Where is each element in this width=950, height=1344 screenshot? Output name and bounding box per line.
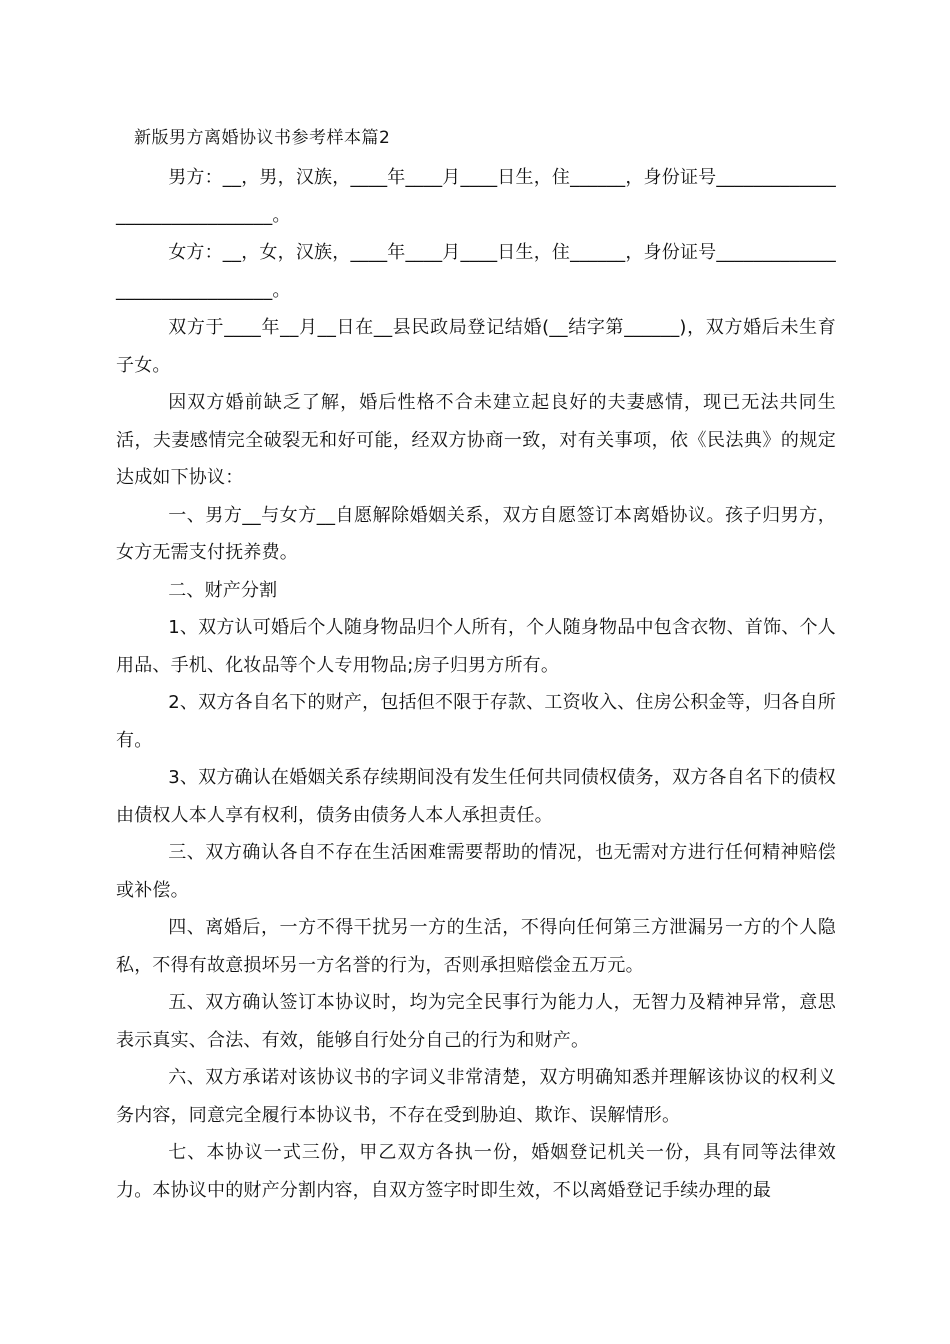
clause-2-item-3: 3、双方确认在婚姻关系存续期间没有发生任何共同债权债务，双方各自名下的债权由债权人本人享有权利，债务由债务人本人承担责任。 xyxy=(116,767,836,826)
clause-2-item-1: 1、双方认可婚后个人随身物品归个人所有，个人随身物品中包含衣物、首饰、个人用品、手机、化妆品等个人专用物品;房子归男方所有。 xyxy=(116,617,836,676)
paragraph-male-party: 男方：__，男，汉族，____年____月____日生，住______，身份证号______________________________。 xyxy=(116,167,836,226)
clause-4-privacy: 四、离婚后，一方不得干扰另一方的生活，不得向任何第三方泄漏另一方的个人隐私，不得有故意损坏另一方名誉的行为，否则承担赔偿金五万元。 xyxy=(116,917,836,976)
clause-3-compensation: 三、双方确认各自不存在生活困难需要帮助的情况，也无需对方进行任何精神赔偿或补偿。 xyxy=(116,842,836,901)
clause-2-item-2: 2、双方各自名下的财产，包括但不限于存款、工资收入、住房公积金等，归各自所有。 xyxy=(116,692,836,751)
paragraph-reason: 因双方婚前缺乏了解，婚后性格不合未建立起良好的夫妻感情，现已无法共同生活，夫妻感情完全破裂无和好可能，经双方协商一致，对有关事项，依《民法典》的规定达成如下协议： xyxy=(116,392,836,488)
paragraph-marriage-registration: 双方于____年__月__日在__县民政局登记结婚(__结字第______)，双方婚后未生育子女。 xyxy=(116,317,836,376)
document-body xyxy=(116,159,836,1209)
clause-2-heading: 二、财产分割 xyxy=(168,579,278,601)
document-title: 新版男方离婚协议书参考样本篇2 xyxy=(134,128,391,148)
clause-6-understanding: 六、双方承诺对该协议书的字词义非常清楚，双方明确知悉并理解该协议的权利义务内容，同意完全履行本协议书，不存在受到胁迫、欺诈、误解情形。 xyxy=(116,1067,836,1126)
clause-1-divorce: 一、男方__与女方__自愿解除婚姻关系，双方自愿签订本离婚协议。孩子归男方，女方无需支付抚养费。 xyxy=(116,504,836,563)
clause-5-capacity: 五、双方确认签订本协议时，均为完全民事行为能力人，无智力及精神异常，意思表示真实、合法、有效，能够自行处分自己的行为和财产。 xyxy=(116,992,836,1051)
clause-7-copies: 七、本协议一式三份，甲乙双方各执一份，婚姻登记机关一份，具有同等法律效力。本协议中的财产分割内容，自双方签字时即生效，不以离婚登记手续办理的最 xyxy=(116,1142,836,1201)
paragraph-female-party: 女方：__，女，汉族，____年____月____日生，住______，身份证号______________________________。 xyxy=(116,242,836,301)
